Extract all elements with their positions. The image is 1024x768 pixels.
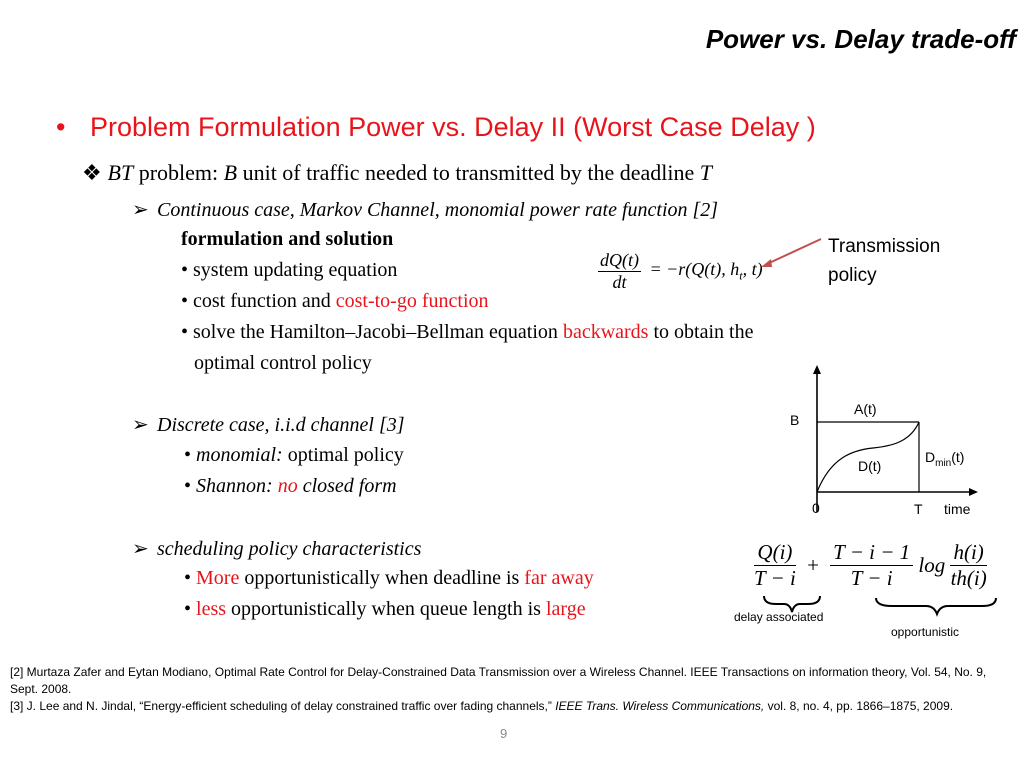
b-term: B	[223, 160, 238, 185]
list-item-optimal-policy: optimal control policy	[194, 352, 372, 374]
scheduling-equation	[754, 540, 987, 591]
continuous-heading-text: Continuous case, Markov Channel, monomial power rate function [2]	[157, 199, 719, 221]
scheduling-heading	[132, 536, 421, 561]
main-bullet	[56, 112, 816, 143]
far-away-text: far away	[524, 567, 594, 589]
monomial-label: monomial:	[196, 444, 283, 466]
diamond-bullet-icon: ❖	[82, 160, 102, 185]
slide-title: Power vs. Delay trade-off	[705, 24, 1016, 54]
graph-curve-d-label: D(t)	[858, 458, 882, 474]
discrete-heading-text: Discrete case, i.i.d channel [3]	[157, 414, 405, 436]
bt-text-1: problem:	[133, 160, 224, 185]
opportunistic-label: opportunistic	[891, 625, 960, 639]
list-item-system-updating: • system updating equation	[181, 259, 398, 281]
shannon-no: no	[277, 475, 298, 497]
annotation-line-1: Transmission	[828, 236, 941, 257]
fraction-2-denominator: T − i	[850, 566, 893, 590]
list-item-cost-function	[181, 290, 489, 313]
log-term: log	[918, 553, 946, 577]
formulation-subheading: formulation and solution	[181, 228, 394, 250]
fraction-1-numerator: Q(i)	[754, 540, 796, 566]
arrow-bullet-icon: ➢	[132, 538, 149, 560]
fraction-2-numerator: T − i − 1	[830, 540, 913, 566]
transmission-policy-annotation	[828, 232, 940, 290]
bt-term: BT	[107, 160, 134, 185]
more-text: More	[196, 567, 240, 589]
reference-3: [3] J. Lee and N. Jindal, “Energy-efficient scheduling of delay constrained traffic over fading channels,” IEEE Trans. Wireless Communications, vol. 8, no. 4, pp. 1866–1875, 2009.	[10, 699, 954, 713]
hjb-text-end: to obtain the	[648, 321, 754, 343]
less-mid-text: opportunistically when queue length is	[226, 598, 546, 620]
large-text: large	[545, 598, 586, 620]
cost-to-go-text: cost-to-go function	[335, 290, 489, 312]
cost-function-text: • cost function and	[181, 290, 336, 312]
hjb-text: • solve the Hamilton–Jacobi–Bellman equation	[181, 321, 563, 343]
graph-dmin-label: $D_{min}(t)$	[925, 449, 965, 469]
graph-curve-a-label: A(t)	[854, 401, 877, 417]
annotation-line-2: policy	[828, 265, 877, 286]
bt-problem-line	[82, 160, 712, 186]
t-term: T	[699, 160, 712, 185]
monomial-text: optimal policy	[282, 444, 404, 466]
fraction-1-denominator: T − i	[754, 566, 796, 590]
graph-y-label: B	[790, 412, 800, 428]
continuous-case-heading	[132, 197, 718, 222]
shannon-rest: closed form	[297, 475, 397, 497]
arrow-bullet-icon: ➢	[132, 199, 149, 221]
less-text: less	[196, 598, 227, 620]
equation-lhs-denominator: dt	[612, 272, 627, 292]
list-item-less-opportunistic: • less opportunistically when queue length is large	[184, 598, 586, 620]
list-item-shannon: • Shannon: no closed form	[184, 475, 397, 497]
annotation-arrow-icon	[755, 236, 825, 272]
scheduling-heading-text: scheduling policy characteristics	[157, 538, 422, 560]
arrow-bullet-icon: ➢	[132, 414, 149, 436]
more-mid-text: opportunistically when deadline is	[239, 567, 525, 589]
references	[10, 664, 1000, 715]
graph-x-axis-label: time	[944, 501, 971, 517]
opportunistic-brace-icon	[876, 598, 996, 614]
discrete-case-heading	[132, 412, 405, 437]
main-bullet-text: Problem Formulation Power vs. Delay II (Worst Case Delay )	[90, 112, 816, 142]
graph-x-origin: 0	[812, 500, 820, 516]
fraction-3-numerator: h(i)	[950, 540, 986, 566]
bt-text-2: unit of traffic needed to transmitted by the deadline	[237, 160, 700, 185]
reference-2: [2] Murtaza Zafer and Eytan Modiano, Optimal Rate Control for Delay-Constrained Data Transmission over a Wireless Channel. IEEE Transactions on information theory, Vol. 54, No. 9, Sept. 2008.	[10, 665, 987, 696]
graph-x-t: T	[914, 501, 923, 517]
bullet-marker: •	[56, 112, 66, 142]
page-number: 9	[500, 726, 508, 741]
plus-sign: +	[807, 553, 819, 577]
system-equation	[598, 250, 763, 293]
shannon-label: Shannon:	[196, 475, 278, 497]
curve-d	[817, 422, 919, 492]
arrival-departure-graph	[783, 362, 983, 522]
fraction-3-denominator: th(i)	[950, 566, 987, 590]
list-item-monomial: • monomial: optimal policy	[184, 444, 404, 466]
backwards-text: backwards	[562, 321, 649, 343]
delay-associated-label: delay associated	[734, 610, 824, 624]
equation-lhs-numerator: dQ(t)	[600, 250, 639, 270]
list-item-hjb	[181, 321, 753, 344]
list-item-more-opportunistic: • More opportunistically when deadline is far away	[184, 567, 594, 589]
equation-rhs: = −r(Q(t), $h_t$, t)	[649, 259, 763, 283]
